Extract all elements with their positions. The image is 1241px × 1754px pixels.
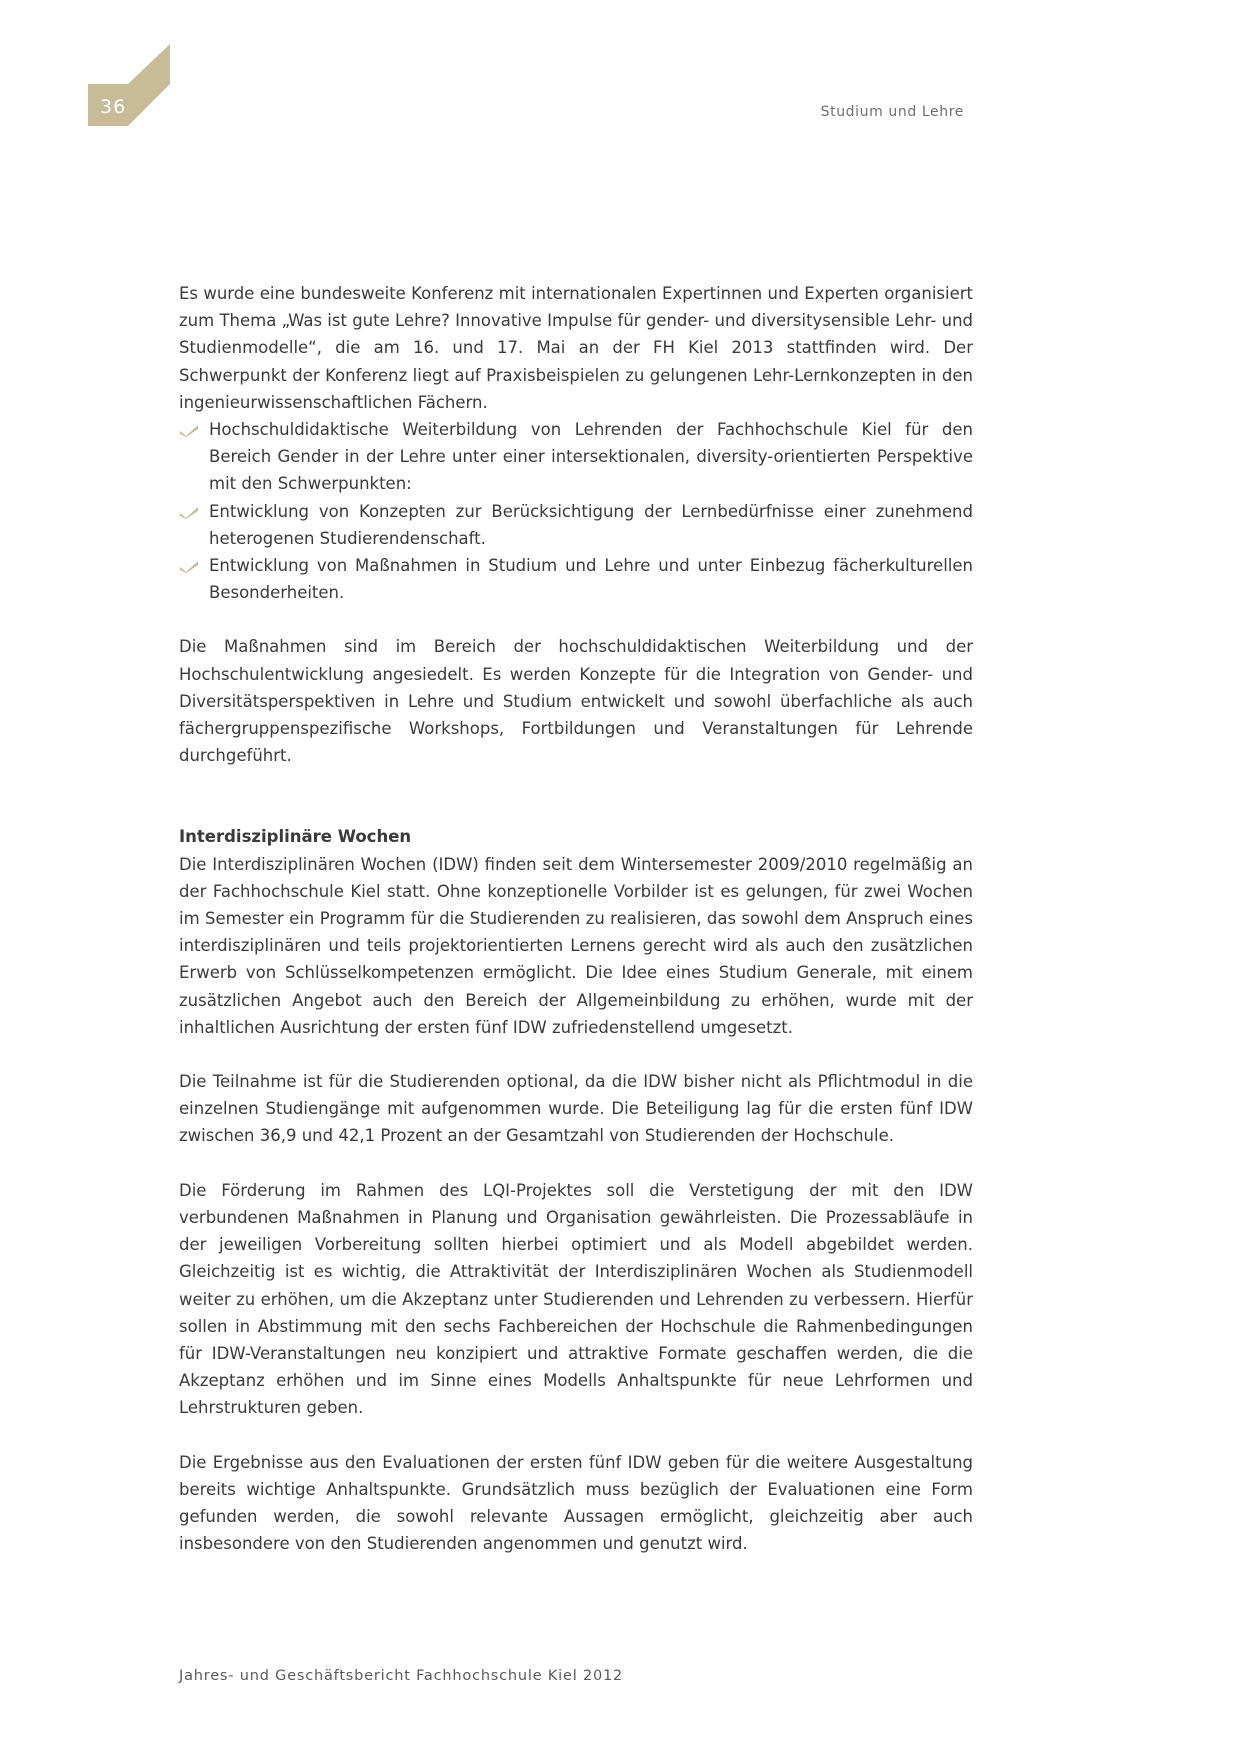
list-item — [179, 552, 973, 606]
idw-paragraph: Die Interdisziplinären Wochen (IDW) finden seit dem Wintersemester 2009/2010 regelmäßig an der Fachhochschule Kiel statt. Ohne konzeptionelle Vorbilder ist es gelungen, für zwei Wochen im Semester ein Programm für die Studierenden zu realisieren, das sowohl dem Anspruch eines interdisziplinären und teils projektorientierten Lernens gerecht wird als auch den zusätzlichen Erwerb von Schlüsselkompetenzen ermöglicht. Die Idee eines Studium Generale, mit einem zusätzlichen Angebot auch den Bereich der Allgemeinbildung zu erhöhen, wurde mit der inhaltlichen Ausrichtung der ersten fünf IDW zufriedenstellend umgesetzt. — [179, 854, 973, 1037]
checkmark-bullet-icon — [179, 559, 199, 573]
bullet-list — [179, 416, 973, 606]
checkmark-bullet-icon — [179, 505, 199, 519]
idw-paragraph: Die Teilnahme ist für die Studierenden optional, da die IDW bisher nicht als Pflichtmodul in die einzelnen Studiengänge mit aufgenommen wurde. Die Beteiligung lag für die ersten fünf IDW zwischen 36,9 und 42,1 Prozent an der Gesamtzahl von Studierenden der Hochschule. — [179, 1072, 973, 1146]
page-number: 36 — [100, 96, 127, 118]
idw-paragraph: Die Förderung im Rahmen des LQI-Projektes soll die Verstetigung der mit den IDW verbundenen Maßnahmen in Planung und Organisation gewährleisten. Die Prozessabläufe in der jeweiligen Vorbereitung sollten hierbei optimiert und als Modell abgebildet werden. Gleichzeitig ist es wichtig, die Attraktivität der Interdisziplinären Wochen als Studienmodell weiter zu erhöhen, um die Akzeptanz unter Studierenden und Lehrenden zu verbessern. Hierfür sollen in Abstimmung mit den sechs Fachbereichen der Hochschule die Rahmenbedingungen für IDW-Veranstaltungen neu konzipiert und attraktive Formate geschaffen werden, die die Akzeptanz erhöhen und im Sinne eines Modells Anhaltspunkte für neue Lehrformen und Lehrstrukturen geben. — [179, 1180, 973, 1418]
idw-paragraph: Die Ergebnisse aus den Evaluationen der ersten fünf IDW geben für die weitere Ausgestaltung bereits wichtige Anhaltspunkte. Grundsätzlich muss bezüglich der Evaluationen eine Form gefunden werden, die sowohl relevante Aussagen ermöglicht, gleichzeitig aber auch insbesondere von den Studierenden angenommen und genutzt wird. — [179, 1452, 973, 1554]
list-item — [179, 416, 973, 498]
list-item — [179, 498, 973, 552]
main-content — [179, 280, 973, 1557]
intro-paragraph: Es wurde eine bundesweite Konferenz mit internationalen Expertinnen und Experten organisiert zum Thema „Was ist gute Lehre? Innovative Impulse für gender- und diversitysensible Lehr- und Studienmodelle“, die am 16. und 17. Mai an der FH Kiel 2013 stattfinden wird. Der Schwerpunkt der Konferenz liegt auf Praxisbeispielen zu gelungenen Lehr-Lernkonzepten in den ingenieurwissenschaftlichen Fächern. — [179, 284, 973, 412]
measures-paragraph: Die Maßnahmen sind im Bereich der hochschuldidaktischen Weiterbildung und der Hochschulentwicklung angesiedelt. Es werden Konzepte für die Integration von Gender- und Diversitätsperspektiven in Lehre und Studium entwickelt und sowohl überfachliche als auch fächergruppenspezifische Workshops, Fortbildungen und Veranstaltungen für Lehrende durchgeführt. — [179, 637, 973, 766]
section-heading: Interdisziplinäre Wochen — [179, 827, 412, 847]
list-item-text: Hochschuldidaktische Weiterbildung von Lehrenden der Fachhochschule Kiel für den Bereich Gender in der Lehre unter einer intersektionalen, diversity-orientierten Perspektive mit den Schwerpunkten: — [209, 420, 973, 494]
running-head: Studium und Lehre — [820, 104, 964, 120]
checkmark-bullet-icon — [179, 423, 199, 437]
footer-text: Jahres- und Geschäftsbericht Fachhochschule Kiel 2012 — [179, 1668, 624, 1684]
list-item-text: Entwicklung von Maßnahmen in Studium und Lehre und unter Einbezug fächerkulturellen Besonderheiten. — [209, 556, 973, 603]
list-item-text: Entwicklung von Konzepten zur Berücksichtigung der Lernbedürfnisse einer zunehmend heterogenen Studierendenschaft. — [209, 501, 973, 548]
